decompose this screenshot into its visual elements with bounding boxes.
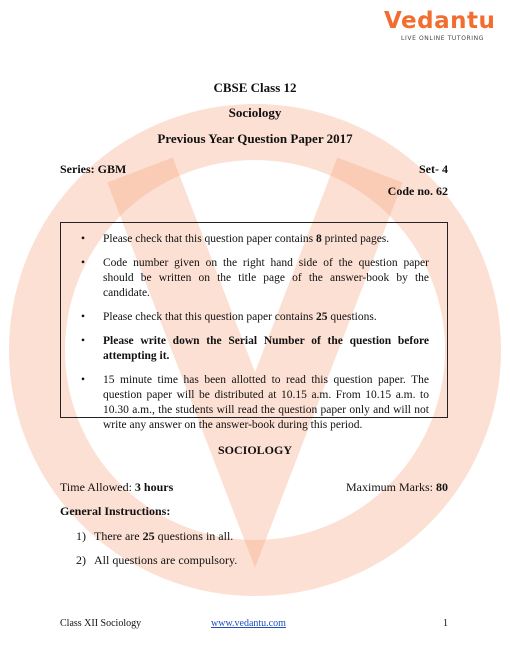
general-item-number: 2) (76, 553, 86, 567)
bullet-icon: • (81, 257, 86, 269)
footer-website-link[interactable]: www.vedantu.com (211, 618, 286, 629)
instruction-text-bold: 25 (316, 311, 328, 323)
code-label: Code no. 62 (387, 184, 448, 198)
instruction-text-pre: 15 minute time has been allotted to read this question paper. The question paper will be distributed at 10.15 a.m. From 10.15 a.m. to 10.30 a.m., the students will read the question paper only and will not write any answer on the answer-book during this period. (103, 374, 429, 431)
instruction-item (81, 310, 429, 325)
instruction-text-bold: 8 (316, 233, 322, 245)
vedantu-logo (384, 8, 496, 42)
time-value: 3 hours (134, 480, 174, 494)
bullet-icon: • (81, 335, 86, 347)
footer-link-wrap (211, 618, 286, 629)
general-item-text-pre: There are (94, 529, 143, 543)
instruction-text-pre: Code number given on the right hand side of the question paper should be written on the title page of the answer-book by the candidate. (103, 257, 429, 299)
set-label: Set- 4 (419, 162, 448, 176)
instructions-list (61, 223, 447, 433)
series-label: Series: GBM (60, 162, 127, 176)
bullet-icon: • (81, 374, 86, 386)
instruction-text-pre: Please check that this question paper contains (103, 233, 317, 245)
bullet-icon: • (81, 233, 86, 245)
general-instructions-heading: General Instructions: (60, 504, 171, 518)
instruction-item (81, 232, 429, 247)
maximum-marks (346, 480, 448, 495)
instruction-text-post: printed pages. (321, 233, 390, 245)
title-line-1: CBSE Class 12 (213, 80, 297, 95)
instruction-item (81, 256, 429, 301)
subject-heading: SOCIOLOGY (217, 443, 292, 457)
title-line-3: Previous Year Question Paper 2017 (157, 131, 353, 146)
footer-left: Class XII Sociology (60, 618, 142, 629)
general-item-1 (76, 529, 233, 544)
marks-value: 80 (436, 480, 448, 494)
instructions-box (60, 222, 448, 431)
logo-wordmark: Vedantu (384, 8, 496, 34)
page-number: 1 (443, 618, 448, 629)
marks-label: Maximum Marks: (346, 480, 436, 494)
instruction-text-pre: Please check that this question paper contains (103, 311, 317, 323)
title-line-2: Sociology (228, 105, 282, 120)
general-item-text-pre: All questions are compulsory. (94, 553, 238, 567)
logo-tagline: LIVE ONLINE TUTORING (401, 35, 484, 42)
bullet-icon: • (81, 311, 86, 323)
general-item-text-post: questions in all. (154, 529, 234, 543)
general-item-number: 1) (76, 529, 86, 543)
instruction-text-post: questions. (327, 311, 377, 323)
instruction-item (81, 334, 429, 364)
time-allowed (60, 480, 173, 495)
time-label: Time Allowed: (60, 480, 135, 494)
instruction-item (81, 373, 429, 433)
general-item-bold: 25 (142, 529, 155, 543)
instruction-text-bold: Please write down the Serial Number of the question before attempting it. (103, 335, 429, 362)
general-item-2 (76, 553, 237, 568)
